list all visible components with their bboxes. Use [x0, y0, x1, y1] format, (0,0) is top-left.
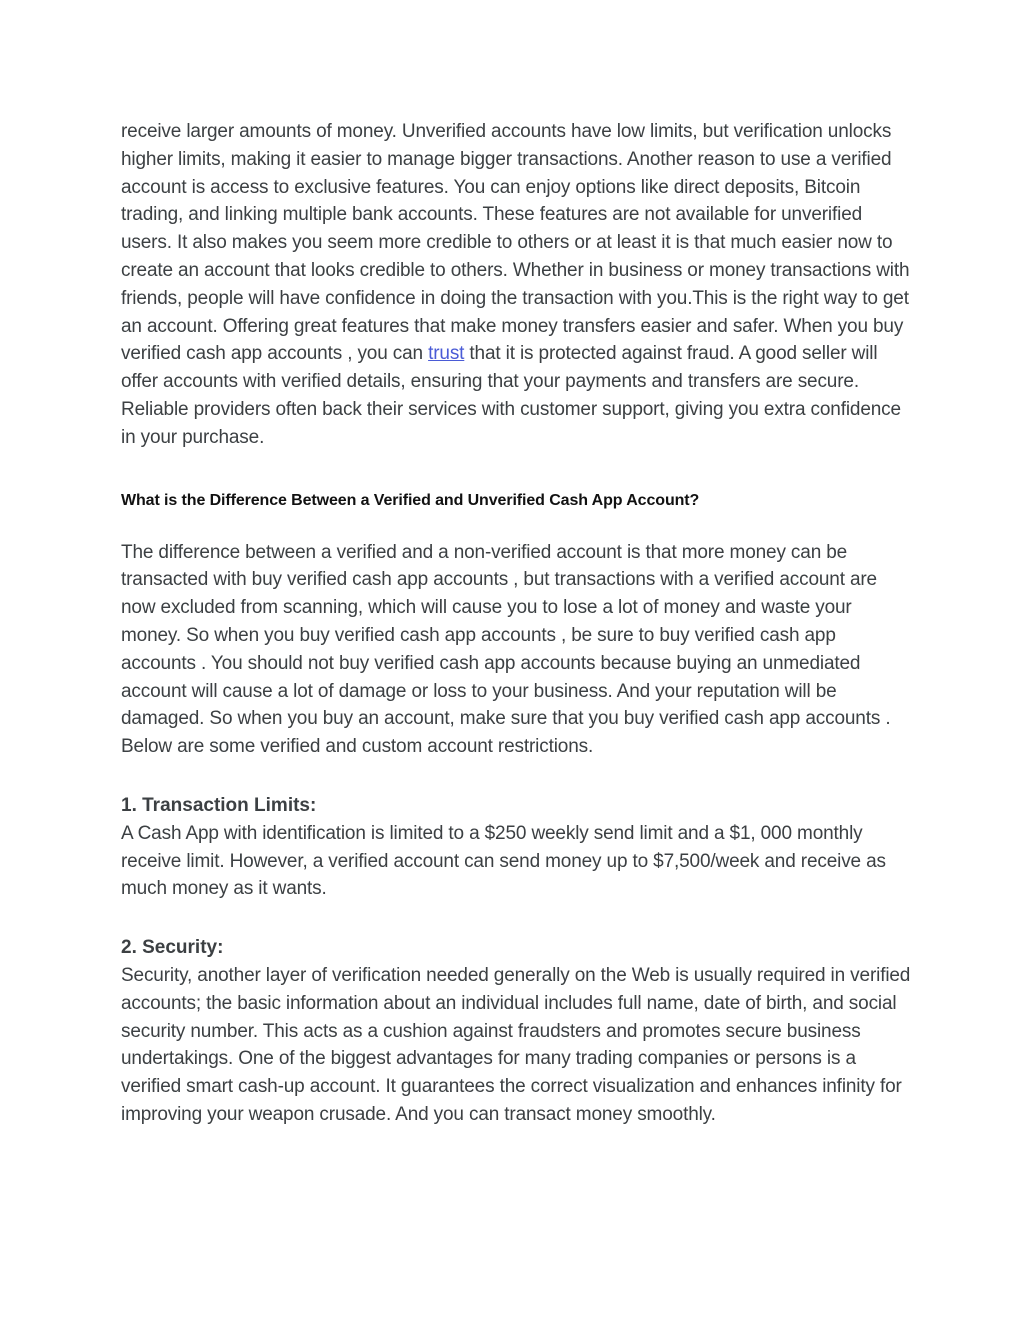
security-title: 2. Security: — [121, 937, 224, 959]
security-section — [121, 934, 911, 1129]
document-page — [121, 118, 911, 1129]
difference-paragraph: The difference between a verified and a non-verified account is that more money can be transacted with buy verified cash app accounts , but transactions with a verified account are now excluded from scanning, which will cause you to lose a lot of money and waste your money. So when you buy verified cash app accounts , be sure to buy verified cash app accounts . You should not buy verified cash app accounts because buying an unmediated account will cause a lot of damage or loss to your business. And your reputation will be damaged. So when you buy an account, make sure that you buy verified cash app accounts . Below are some verified and custom account restrictions. — [121, 541, 891, 758]
transaction-limits-title: 1. Transaction Limits: — [121, 794, 317, 816]
intro-paragraph — [121, 118, 911, 452]
transaction-limits-body: A Cash App with identification is limited to a $250 weekly send limit and a $1, 000 monthly receive limit. However, a verified account can send money up to $7,500/week and receive as much money as it wants. — [121, 822, 886, 900]
section-heading: What is the Difference Between a Verified and Unverified Cash App Account? — [121, 491, 700, 509]
transaction-limits-section — [121, 792, 911, 903]
security-body: Security, another layer of verification needed generally on the Web is usually required in verified accounts; the basic information about an individual includes full name, date of birth, and social security number. This acts as a cushion against fraudsters and promotes secure business undertakings. One of the biggest advantages for many trading companies or persons is a verified smart cash-up account. It guarantees the correct visualization and enhances infinity for improving your weapon crusade. And you can transact money smoothly. — [121, 964, 911, 1125]
intro-text-after-link: that it is protected against fraud. A good seller will offer accounts with verified details, ensuring that your payments and transfers are secure. Reliable providers often back their services with customer support, giving you extra confidence in your purchase. — [121, 343, 901, 448]
trust-link[interactable]: trust — [428, 343, 465, 365]
intro-text-before-link: receive larger amounts of money. Unverified accounts have low limits, but verification unlocks higher limits, making it easier to manage bigger transactions. Another reason to use a verified account is access to exclusive features. You can enjoy options like direct deposits, Bitcoin trading, and linking multiple bank accounts. These features are not available for unverified users. It also makes you seem more credible to others or at least it is that much easier now to create an account that looks credible to others. Whether in business or money transactions with friends, people will have confidence in doing the transaction with you.This is the right way to get an account. Offering great features that make money transfers easier and safer. When you buy verified cash app accounts , you can — [121, 121, 910, 365]
